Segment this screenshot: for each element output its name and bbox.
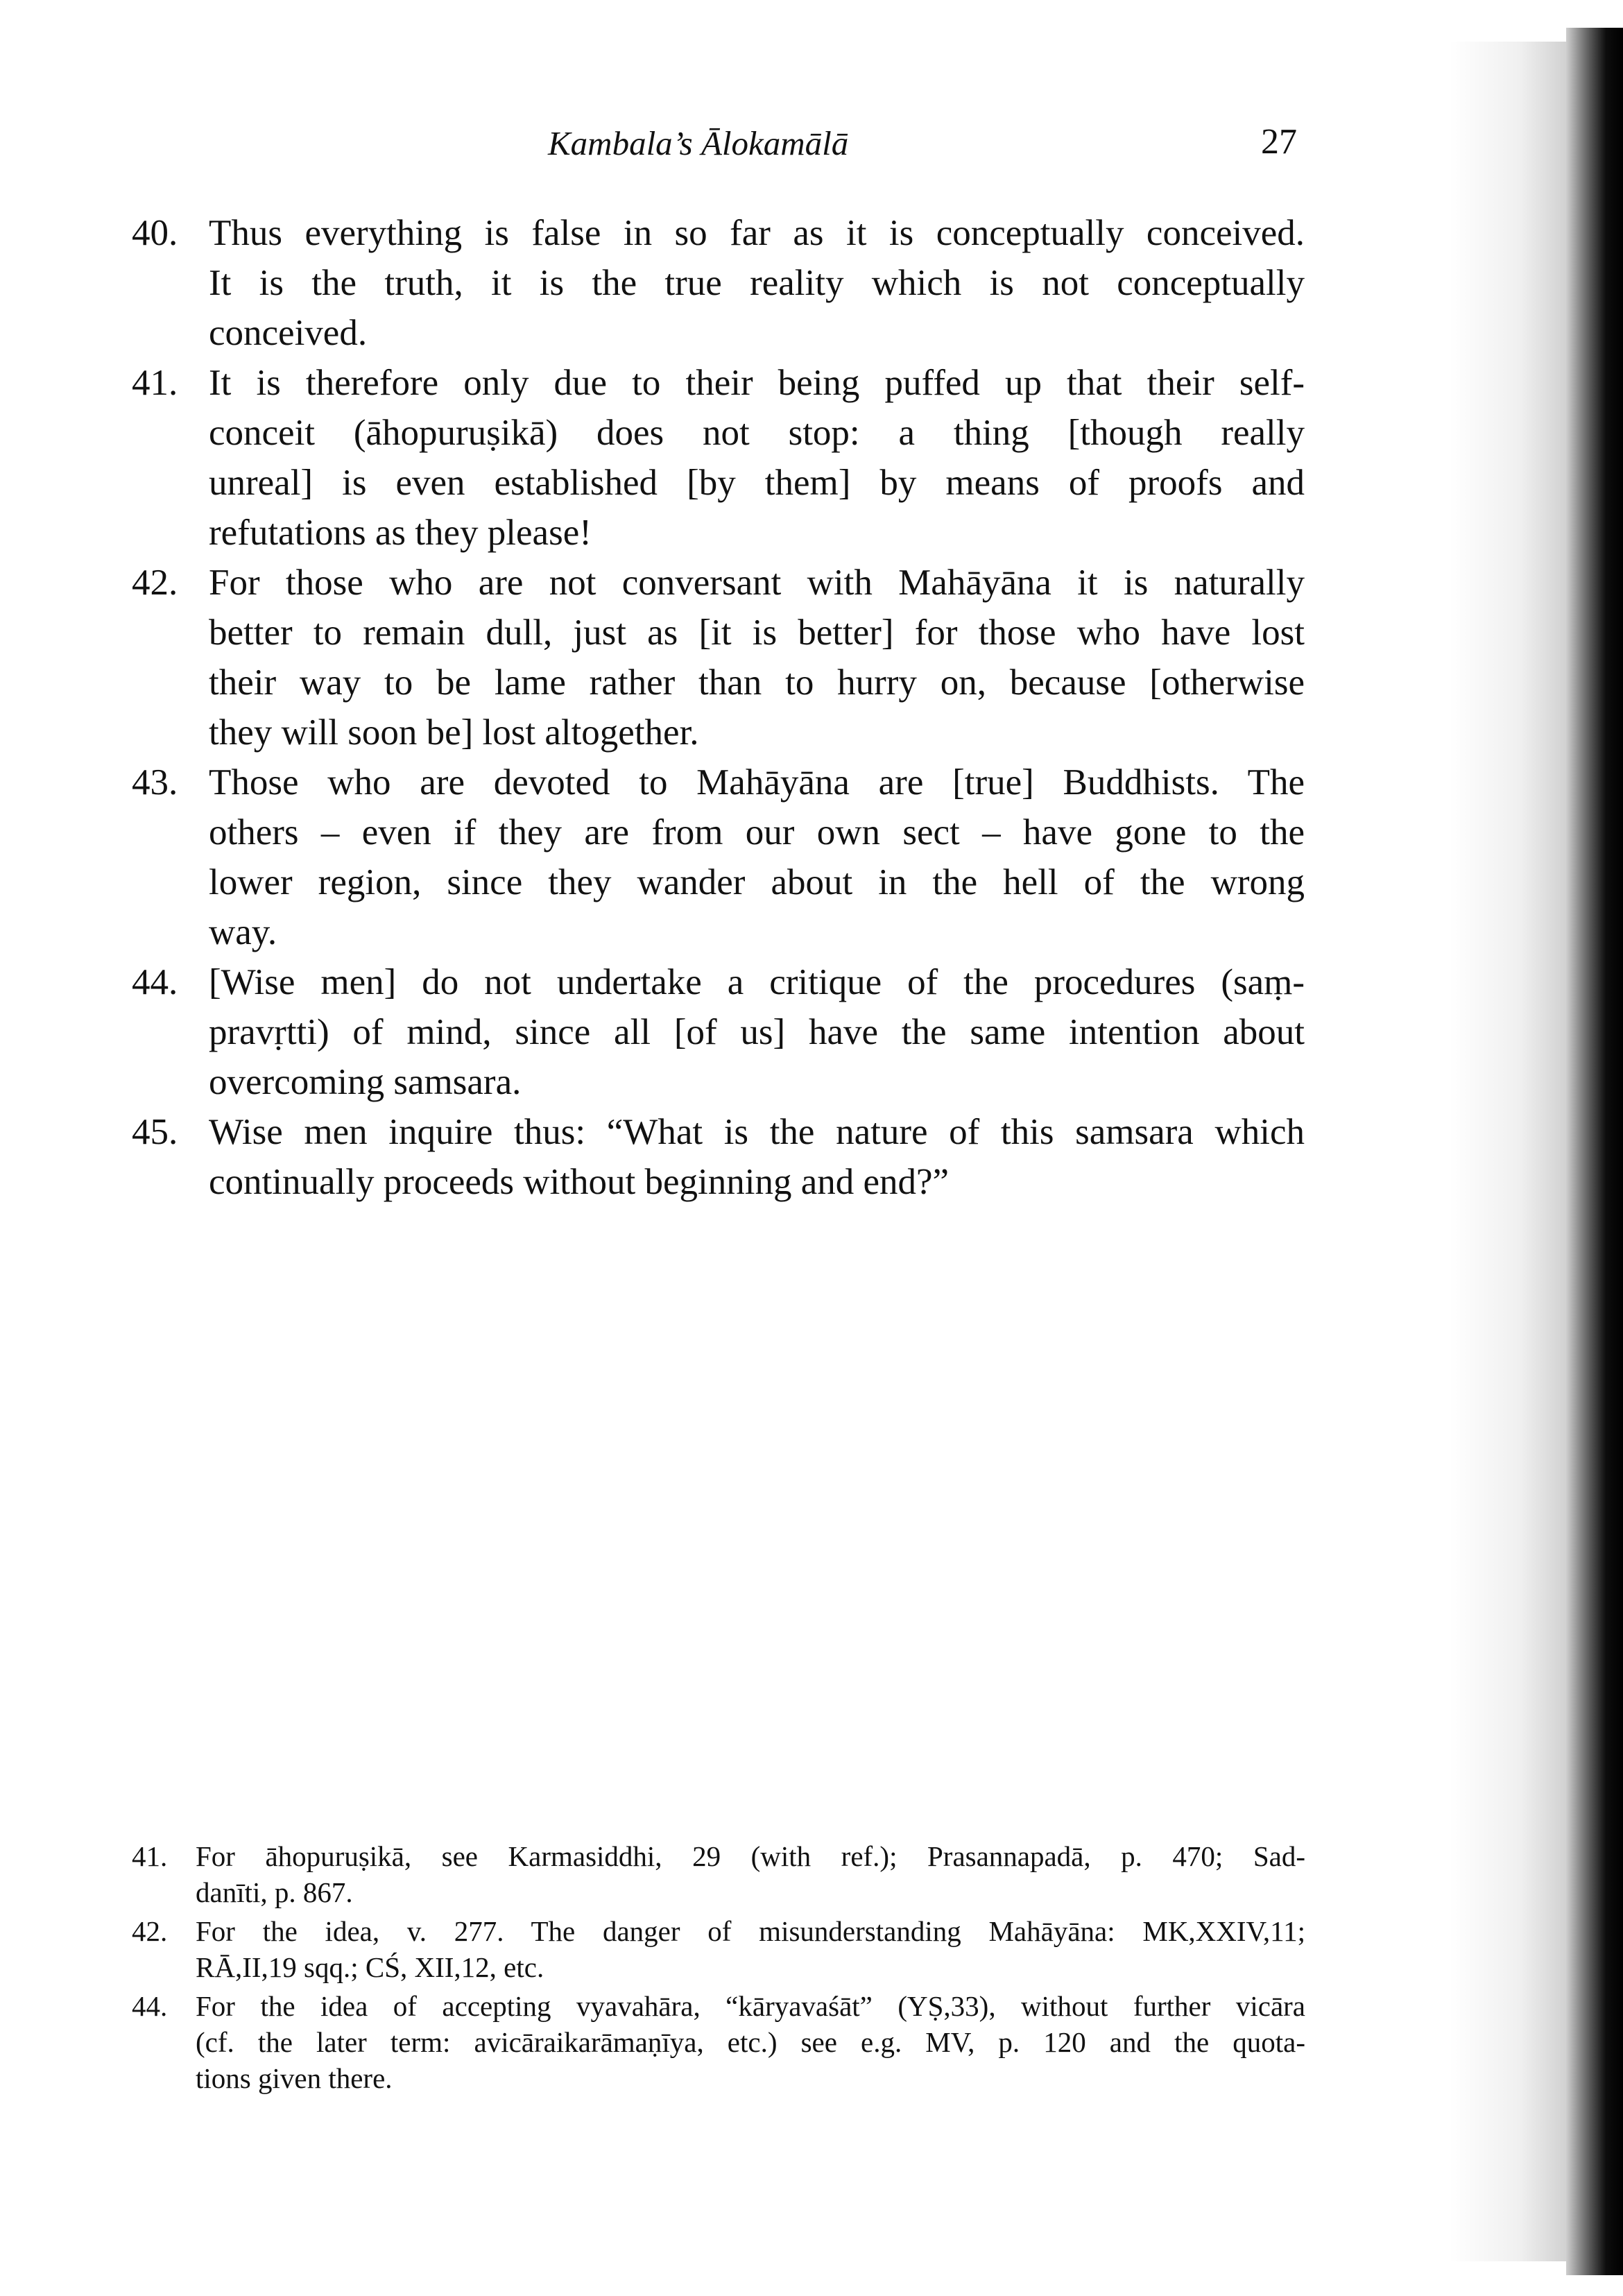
verse-line: their way to be lame rather than to hurry on, because [otherwise	[209, 662, 1305, 703]
book-binding-edge	[1566, 28, 1623, 2275]
verse-line: way.	[209, 912, 277, 952]
running-header-title: Kambala’s Ālokamālā	[548, 124, 849, 162]
footnote-line: For the idea, v. 277. The danger of misunderstanding Mahāyāna: MK,XXIV,11;	[196, 1915, 1305, 1947]
footnote-line: RĀ,II,19 sqq.; CŚ, XII,12, etc.	[196, 1951, 544, 1983]
verse-line: lower region, since they wander about in the hell of the wrong	[209, 862, 1305, 902]
verse-line: pravṛtti) of mind, since all [of us] have the same intention about	[209, 1012, 1305, 1052]
verse-number: 45.	[132, 1112, 178, 1152]
verse-line: conceit (āhopuruṣikā) does not stop: a thing [though really	[209, 413, 1305, 453]
verse-line: better to remain dull, just as [it is better] for those who have lost	[209, 612, 1305, 653]
footnote-line: For the idea of accepting vyavahāra, “kāryavaśāt” (YṢ,33), without further vicāra	[196, 1990, 1305, 2022]
verse-number: 42.	[132, 563, 178, 603]
binding-shadow	[1448, 42, 1566, 2261]
verse-line: they will soon be] lost altogether.	[209, 712, 699, 753]
verse-number: 41.	[132, 363, 178, 403]
verse-line: Wise men inquire thus: “What is the nature of this samsara which	[209, 1112, 1305, 1152]
verse-line: Those who are devoted to Mahāyāna are [true] Buddhists. The	[209, 762, 1305, 803]
verse-line: It is therefore only due to their being puffed up that their self-	[209, 363, 1305, 403]
verse-line: unreal] is even established [by them] by means of proofs and	[209, 463, 1305, 503]
page-number: 27	[1261, 122, 1297, 162]
footnote-number: 44.	[132, 1990, 168, 2022]
verse-line: It is the truth, it is the true reality which is not conceptually	[209, 263, 1305, 303]
verse-line: Thus everything is false in so far as it is conceptually conceived.	[209, 213, 1305, 253]
verse-line: continually proceeds without beginning and end?”	[209, 1162, 950, 1202]
footnote-line: tions given there.	[196, 2062, 393, 2094]
verse-line: For those who are not conversant with Mahāyāna it is naturally	[209, 563, 1305, 603]
footnote-line: For āhopuruṣikā, see Karmasiddhi, 29 (with ref.); Prasannapadā, p. 470; Sad-	[196, 1840, 1305, 1872]
footnote-line: (cf. the later term: avicāraikarāmaṇīya, etc.) see e.g. MV, p. 120 and the quota-	[196, 2026, 1305, 2058]
verse-number: 43.	[132, 762, 178, 803]
verse-number: 40.	[132, 213, 178, 253]
verse-line: [Wise men] do not undertake a critique of the procedures (saṃ-	[209, 962, 1305, 1002]
footnote-line: danīti, p. 867.	[196, 1876, 353, 1908]
verse-number: 44.	[132, 962, 178, 1002]
footnote-number: 41.	[132, 1840, 168, 1872]
verse-line: overcoming samsara.	[209, 1062, 522, 1102]
verse-line: others – even if they are from our own sect – have gone to the	[209, 812, 1305, 853]
verse-line: refutations as they please!	[209, 513, 592, 553]
footnote-number: 42.	[132, 1915, 168, 1947]
verse-line: conceived.	[209, 313, 368, 353]
